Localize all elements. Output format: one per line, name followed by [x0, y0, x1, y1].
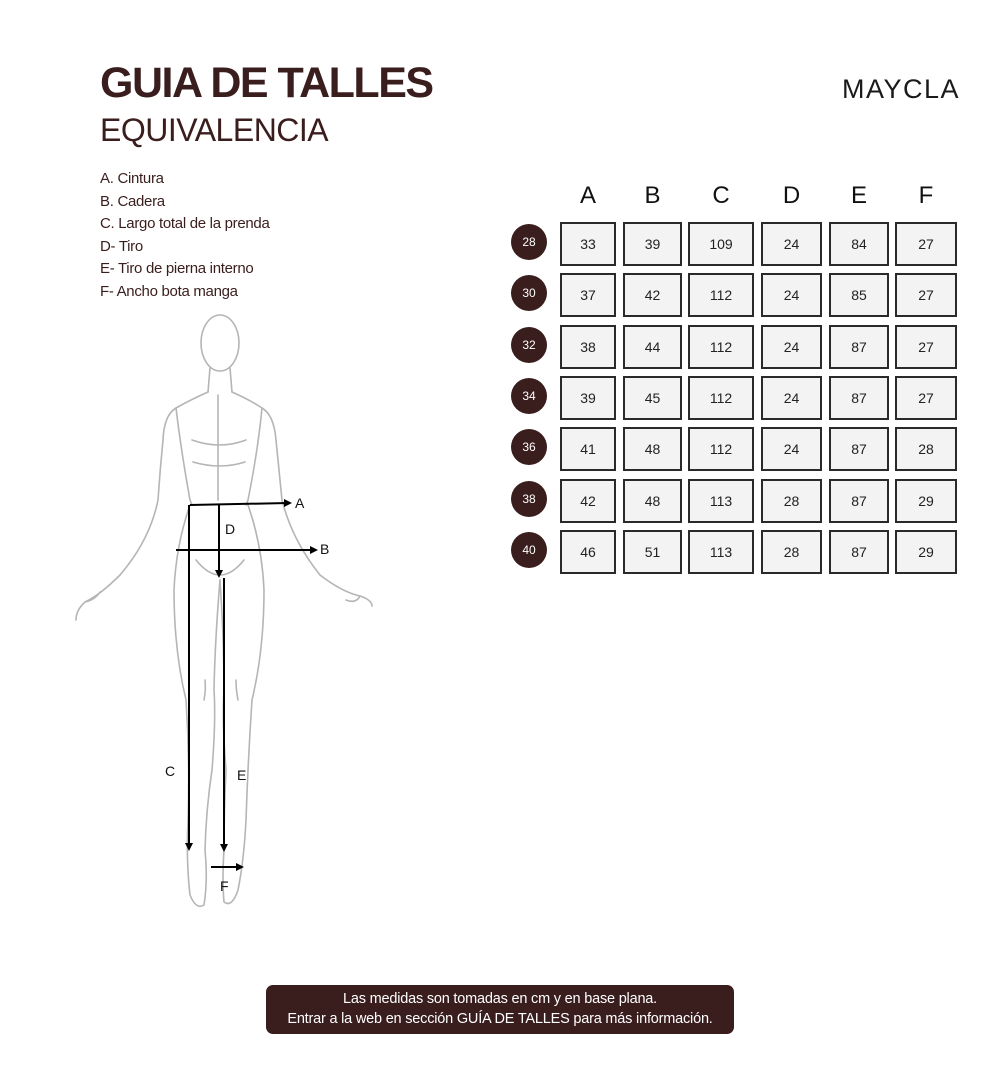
brand-logo: MAYCLA — [842, 74, 961, 104]
size-badge: 32 — [511, 327, 547, 363]
table-cell-d: 28 — [761, 530, 822, 574]
table-cell-e: 87 — [829, 479, 889, 523]
table-cell-f: 27 — [895, 222, 957, 266]
table-cell-a: 33 — [560, 222, 616, 266]
table-cell-a: 37 — [560, 273, 616, 317]
table-cell-c: 112 — [688, 427, 754, 471]
table-cell-e: 87 — [829, 376, 889, 420]
size-badge: 38 — [511, 481, 547, 517]
legend-item-c: C. Largo total de la prenda — [100, 215, 270, 232]
size-badge: 40 — [511, 532, 547, 568]
footer-line-2: Entrar a la web en sección GUÍA DE TALLES para más información. — [287, 1011, 713, 1027]
column-header-a: A — [579, 182, 596, 209]
table-cell-b: 51 — [623, 530, 682, 574]
label-f: F — [220, 878, 229, 894]
table-cell-c: 113 — [688, 530, 754, 574]
legend-item-d: D- Tiro — [100, 237, 143, 255]
label-b: B — [320, 541, 330, 557]
table-cell-b: 44 — [623, 325, 682, 369]
size-badge: 36 — [511, 429, 547, 465]
label-a: A — [295, 495, 305, 511]
table-cell-a: 46 — [560, 530, 616, 574]
table-cell-c: 112 — [688, 325, 754, 369]
table-cell-b: 42 — [623, 273, 682, 317]
table-cell-c: 112 — [688, 376, 754, 420]
column-header-e: E — [850, 182, 867, 209]
table-cell-d: 24 — [761, 427, 822, 471]
label-e: E — [237, 767, 247, 783]
table-cell-d: 24 — [761, 273, 822, 317]
footer-note — [266, 985, 734, 1034]
page-title: GUIA DE TALLES — [100, 59, 433, 107]
table-cell-f: 27 — [895, 273, 957, 317]
table-cell-c: 109 — [688, 222, 754, 266]
column-header-d: D — [782, 182, 801, 209]
table-cell-e: 85 — [829, 273, 889, 317]
legend-item-e: E- Tiro de pierna interno — [100, 260, 254, 277]
table-cell-f: 29 — [895, 479, 957, 523]
table-cell-f: 27 — [895, 325, 957, 369]
measurement-arrows — [176, 499, 318, 871]
table-cell-b: 48 — [623, 427, 682, 471]
legend-item-f: F- Ancho bota manga — [100, 282, 238, 300]
size-badge: 28 — [511, 224, 547, 260]
table-cell-b: 45 — [623, 376, 682, 420]
table-cell-d: 24 — [761, 376, 822, 420]
table-cell-e: 84 — [829, 222, 889, 266]
size-badge: 30 — [511, 275, 547, 311]
body-measurement-illustration — [60, 305, 400, 925]
table-cell-a: 39 — [560, 376, 616, 420]
column-header-f: F — [918, 182, 934, 209]
size-badge: 34 — [511, 378, 547, 414]
table-cell-a: 41 — [560, 427, 616, 471]
table-cell-e: 87 — [829, 427, 889, 471]
measurement-legend — [100, 168, 270, 303]
table-cell-b: 48 — [623, 479, 682, 523]
table-cell-e: 87 — [829, 530, 889, 574]
footer-line-1: Las medidas son tomadas en cm y en base plana. — [342, 991, 658, 1007]
label-c: C — [165, 763, 176, 779]
column-header-b: B — [644, 182, 661, 209]
table-cell-c: 113 — [688, 479, 754, 523]
legend-item-b: B. Cadera — [100, 192, 165, 210]
table-cell-d: 24 — [761, 222, 822, 266]
table-cell-d: 28 — [761, 479, 822, 523]
table-cell-f: 27 — [895, 376, 957, 420]
page-subtitle: EQUIVALENCIA — [100, 112, 329, 148]
table-cell-a: 38 — [560, 325, 616, 369]
table-cell-e: 87 — [829, 325, 889, 369]
table-cell-a: 42 — [560, 479, 616, 523]
table-cell-c: 112 — [688, 273, 754, 317]
label-d: D — [225, 521, 236, 537]
column-header-c: C — [712, 182, 730, 209]
legend-item-a: A. Cintura — [100, 170, 164, 187]
table-cell-f: 28 — [895, 427, 957, 471]
table-cell-b: 39 — [623, 222, 682, 266]
table-cell-f: 29 — [895, 530, 957, 574]
table-cell-d: 24 — [761, 325, 822, 369]
